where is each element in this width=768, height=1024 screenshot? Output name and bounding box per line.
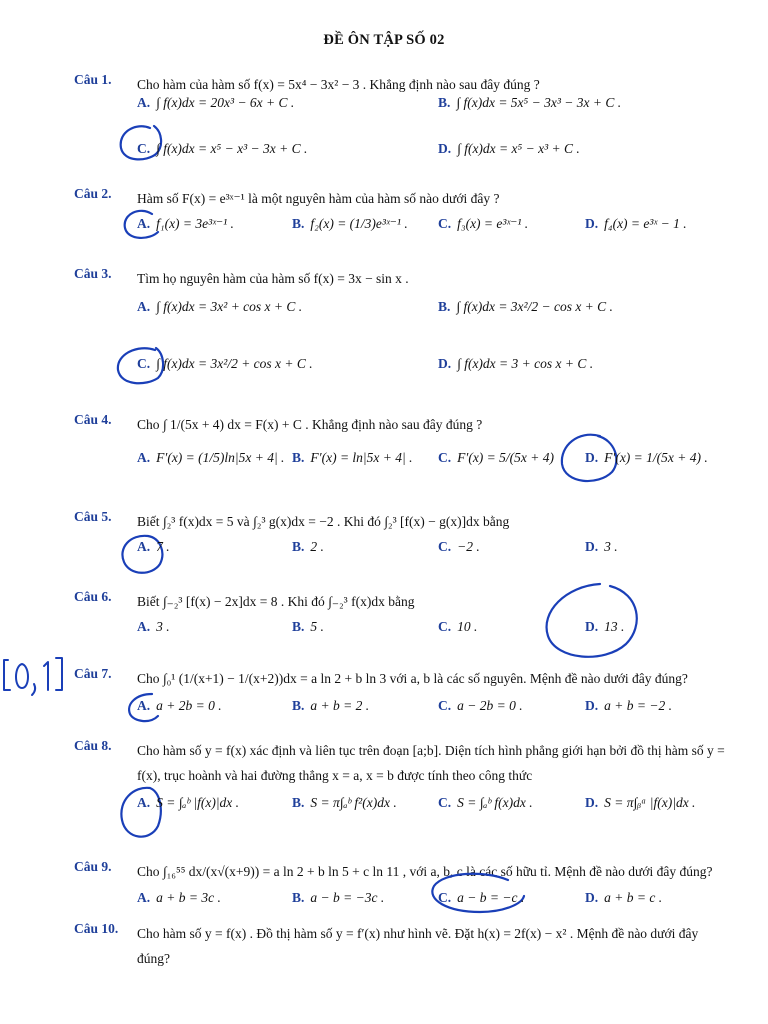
option-c (137, 356, 313, 372)
option-d (585, 795, 695, 811)
option-a (137, 299, 302, 315)
option-c (438, 539, 480, 555)
question-text: Tìm họ nguyên hàm của hàm số f(x) = 3x − sin x . (137, 271, 409, 286)
option-text: S = π∫ₐᵇ f²(x)dx . (310, 795, 397, 810)
option-text: 2 . (310, 539, 324, 554)
option-text: a + b = 3c . (156, 890, 221, 905)
option-letter: A. (137, 619, 151, 634)
option-letter: B. (438, 299, 451, 314)
option-text: 5 . (310, 619, 324, 634)
option-c (438, 795, 533, 811)
option-letter: A. (137, 890, 151, 905)
question-label: Câu 4. (74, 412, 112, 427)
option-text: ∫ f(x)dx = x⁵ − x³ + C . (457, 141, 580, 156)
option-d (438, 141, 580, 157)
option-text: f₁(x) = 3e³ˣ⁻¹ . (156, 216, 234, 231)
option-text: 13 . (604, 619, 625, 634)
question-label: Câu 9. (74, 859, 112, 874)
option-a (137, 95, 294, 111)
option-b (292, 450, 412, 466)
option-d (585, 450, 708, 466)
option-letter: B. (292, 450, 305, 465)
option-text: f₃(x) = e³ˣ⁻¹ . (457, 216, 529, 231)
option-text: 7 . (156, 539, 170, 554)
option-d (585, 698, 672, 714)
question-label: Câu 2. (74, 186, 112, 201)
option-b (438, 299, 613, 315)
option-c (137, 141, 307, 157)
question-label: Câu 10. (74, 921, 119, 936)
option-d (585, 216, 687, 232)
option-letter: A. (137, 95, 151, 110)
option-d (585, 539, 618, 555)
option-a (137, 619, 170, 635)
option-c (438, 890, 524, 906)
option-d (585, 890, 662, 906)
margin-note-digit-zero (16, 664, 28, 688)
option-a (137, 216, 234, 232)
option-d (585, 619, 624, 635)
option-letter: B. (292, 216, 305, 231)
option-c (438, 216, 528, 232)
option-letter: A. (137, 450, 151, 465)
option-text: ∫ f(x)dx = x⁵ − x³ − 3x + C . (156, 141, 308, 156)
question-text: Biết ∫₂³ f(x)dx = 5 và ∫₂³ g(x)dx = −2 . Khi đó ∫₂³ [f(x) − g(x)]dx bằng (137, 514, 510, 529)
option-b (292, 539, 324, 555)
option-letter: C. (438, 619, 452, 634)
option-letter: D. (438, 141, 452, 156)
option-b (438, 95, 621, 111)
option-b (292, 795, 397, 811)
question-text: Cho hàm số y = f(x) xác định và liên tục trên đoạn [a;b]. Diện tích hình phẳng giới hạn bởi đồ thị hàm số y = f(x), trục hoành và hai đường thẳng x = a, x = b được tính theo công thức (137, 743, 725, 783)
option-text: a + b = −2 . (604, 698, 672, 713)
option-text: S = π∫ᵦᵃ |f(x)|dx . (604, 795, 696, 810)
question-text: Cho ∫₁₆⁵⁵ dx/(x√(x+9)) = a ln 2 + b ln 5 + c ln 11 , với a, b, c là các số hữu tỉ. Mệnh đề nào dưới đây đúng? (137, 864, 713, 879)
question-label: Câu 3. (74, 266, 112, 281)
option-text: F′(x) = ln|5x + 4| . (310, 450, 413, 465)
option-text: S = ∫ₐᵇ f(x)dx . (457, 795, 533, 810)
option-b (292, 619, 324, 635)
question-label: Câu 7. (74, 666, 112, 681)
option-text: 3 . (156, 619, 170, 634)
margin-note-comma (32, 684, 35, 695)
margin-note-bracket-left (4, 660, 10, 690)
option-text: F′(x) = 5/(5x + 4) (457, 450, 555, 465)
option-letter: D. (585, 216, 599, 231)
option-text: 3 . (604, 539, 618, 554)
option-text: a − b = −c . (457, 890, 525, 905)
option-text: ∫ f(x)dx = 3x² + cos x + C . (156, 299, 303, 314)
option-letter: D. (585, 450, 599, 465)
option-a (137, 795, 239, 811)
option-letter: A. (137, 795, 151, 810)
question-label: Câu 6. (74, 589, 112, 604)
question-text: Biết ∫₋₂³ [f(x) − 2x]dx = 8 . Khi đó ∫₋₂³ f(x)dx bằng (137, 594, 415, 609)
option-letter: C. (438, 216, 452, 231)
margin-note-bracket-right (56, 658, 62, 690)
option-text: a − 2b = 0 . (457, 698, 523, 713)
option-letter: C. (438, 450, 452, 465)
option-a (137, 698, 222, 714)
option-text: f₄(x) = e³ˣ − 1 . (604, 216, 687, 231)
margin-note-digit-one (44, 662, 48, 690)
option-text: ∫ f(x)dx = 5x⁵ − 3x³ − 3x + C . (456, 95, 622, 110)
question-text: Cho hàm số y = f(x) . Đồ thị hàm số y = f′(x) như hình vẽ. Đặt h(x) = 2f(x) − x² . Mệnh đề nào dưới đây đúng? (137, 926, 699, 966)
option-letter: D. (585, 890, 599, 905)
question-text: Cho hàm của hàm số f(x) = 5x⁴ − 3x² − 3 . Khẳng định nào sau đây đúng ? (137, 77, 540, 92)
option-letter: A. (137, 299, 151, 314)
option-letter: D. (585, 539, 599, 554)
option-letter: D. (585, 698, 599, 713)
option-b (292, 698, 369, 714)
question-label: Câu 1. (74, 72, 112, 87)
question-text: Hàm số F(x) = e³ˣ⁻¹ là một nguyên hàm của hàm số nào dưới đây ? (137, 191, 500, 206)
option-text: ∫ f(x)dx = 3x²/2 + cos x + C . (156, 356, 313, 371)
option-letter: C. (137, 356, 151, 371)
option-letter: B. (292, 795, 305, 810)
question-text: Cho ∫ 1/(5x + 4) dx = F(x) + C . Khẳng định nào sau đây đúng ? (137, 417, 483, 432)
question-text: Cho ∫₀¹ (1/(x+1) − 1/(x+2))dx = a ln 2 + b ln 3 với a, b là các số nguyên. Mệnh đề nào dưới đây đúng? (137, 671, 688, 686)
option-text: F′(x) = (1/5)ln|5x + 4| . (156, 450, 285, 465)
option-text: ∫ f(x)dx = 3x²/2 − cos x + C . (456, 299, 613, 314)
option-c (438, 619, 477, 635)
option-letter: C. (137, 141, 151, 156)
option-letter: B. (292, 539, 305, 554)
option-text: a + 2b = 0 . (156, 698, 222, 713)
question-label: Câu 8. (74, 738, 112, 753)
option-letter: B. (292, 698, 305, 713)
option-letter: A. (137, 216, 151, 231)
option-a (137, 890, 221, 906)
option-letter: D. (585, 619, 599, 634)
option-text: ∫ f(x)dx = 3 + cos x + C . (457, 356, 594, 371)
option-letter: C. (438, 890, 452, 905)
option-letter: D. (438, 356, 452, 371)
option-d (438, 356, 593, 372)
option-text: ∫ f(x)dx = 20x³ − 6x + C . (156, 95, 295, 110)
option-text: −2 . (457, 539, 480, 554)
option-c (438, 450, 554, 466)
option-letter: B. (292, 619, 305, 634)
option-text: a + b = c . (604, 890, 663, 905)
option-letter: A. (137, 698, 151, 713)
option-letter: A. (137, 539, 151, 554)
option-b (292, 216, 408, 232)
option-a (137, 450, 284, 466)
option-letter: C. (438, 698, 452, 713)
option-letter: B. (292, 890, 305, 905)
page-title: ĐỀ ÔN TẬP SỐ 02 (323, 32, 445, 48)
option-text: S = ∫ₐᵇ |f(x)|dx . (156, 795, 240, 810)
option-letter: C. (438, 795, 452, 810)
option-letter: B. (438, 95, 451, 110)
option-b (292, 890, 384, 906)
option-text: f₂(x) = (1/3)e³ˣ⁻¹ . (310, 216, 408, 231)
option-text: a + b = 2 . (310, 698, 370, 713)
option-text: a − b = −3c . (310, 890, 385, 905)
option-c (438, 698, 523, 714)
option-a (137, 539, 170, 555)
option-letter: D. (585, 795, 599, 810)
option-text: 10 . (457, 619, 478, 634)
option-letter: C. (438, 539, 452, 554)
option-text: F′(x) = 1/(5x + 4) . (604, 450, 708, 465)
question-label: Câu 5. (74, 509, 112, 524)
